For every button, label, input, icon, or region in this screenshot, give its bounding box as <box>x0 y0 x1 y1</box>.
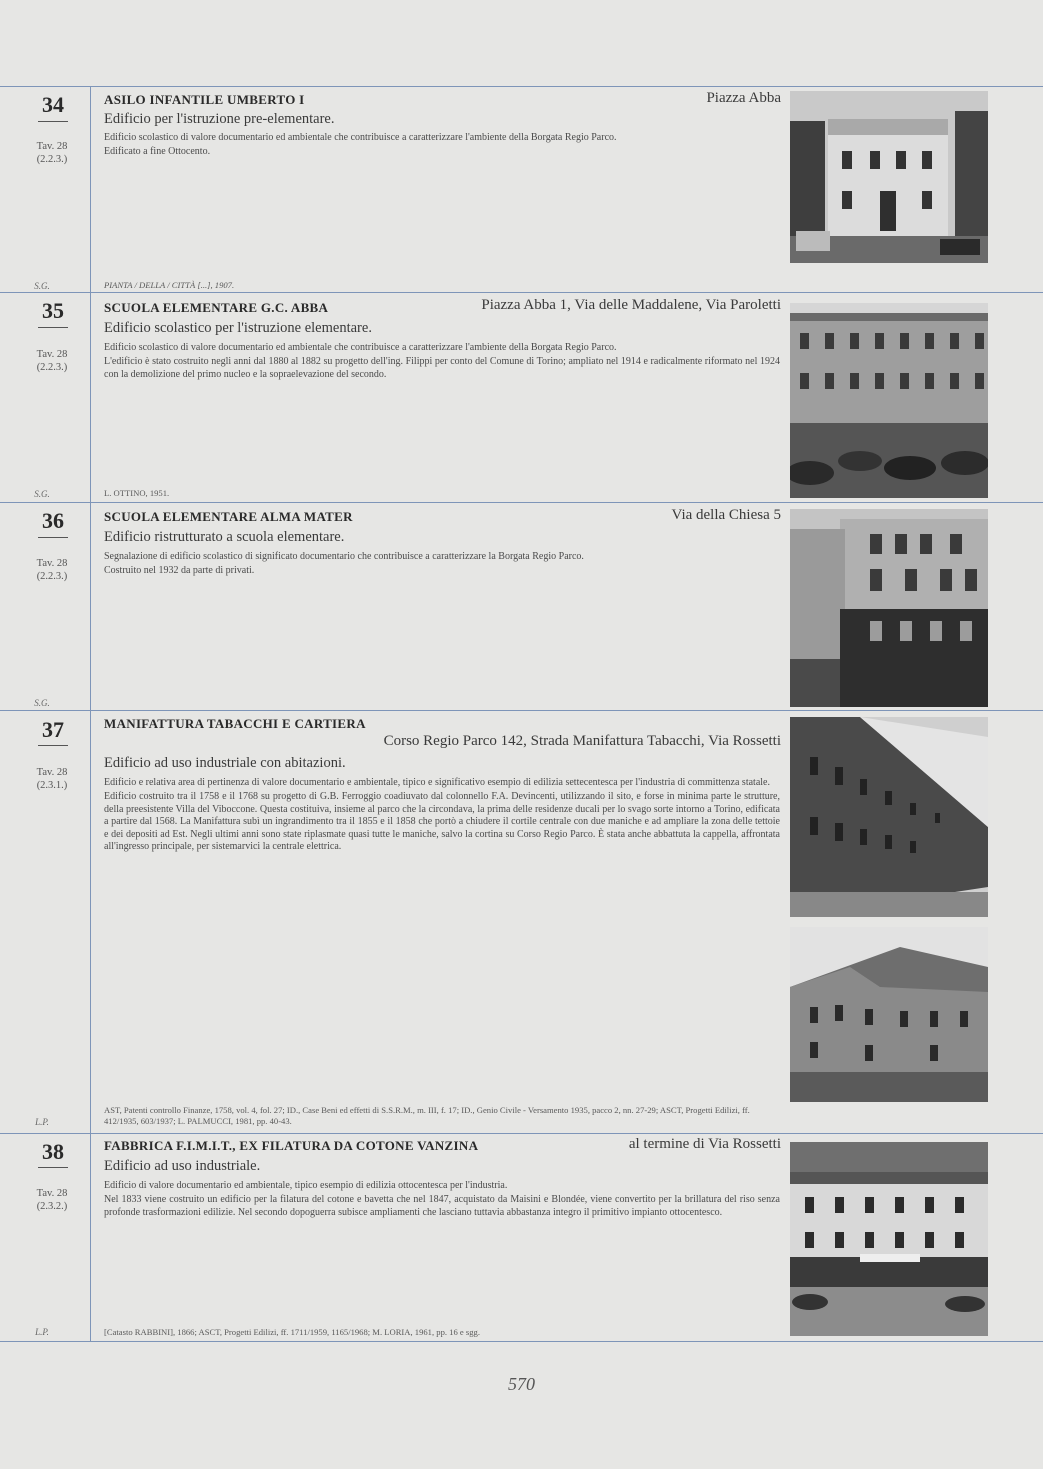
tav-ref <box>22 140 82 166</box>
separator <box>0 1341 1043 1342</box>
paragraph: Edificio costruito tra il 1758 e il 1768 su progetto di G.B. Ferroggio coadiuvato dal colonnello F.A. Devincenti, utilizzando il sito, e forse in minima parte le strutture, della preesistente Villa del Viboccone. Questa costituiva, insieme al parco che la circondava, la prima delle residenze ducali per lo svago sorte intorno a Torino, edificata a partire dal 1568. La Manifattura subì un ingrandimento tra il 1855 e il 1858 che portò a chiudere il cortile centrale con due maniche e ad ampliare la zona delle tettoie e dei depositi ad Est. Negli ultimi anni sono state riplasmate quasi tutte le maniche, salvo la cortina su Corso Regio Parco. È stata anche abbattuta la cappella, affrontata all'ingresso principale, per sistemarvici la centrale elettrica. <box>104 791 780 853</box>
paragraph: Segnalazione di edificio scolastico di significato documentario che contribuisce a caratterizzare la Borgata Regio Parco. <box>104 551 584 562</box>
entry-address: Piazza Abba <box>706 90 781 106</box>
entry-address: al termine di Via Rossetti <box>628 1136 781 1152</box>
entry-body <box>104 342 780 383</box>
number-rule <box>38 121 68 122</box>
tav-code: (2.2.3.) <box>36 154 68 165</box>
entry-number: 34 <box>42 92 64 117</box>
number-rule <box>38 745 68 746</box>
entry-address: Corso Regio Parco 142, Strada Manifattura Tabacchi, Via Rossetti <box>383 733 781 749</box>
photo-illustration <box>790 1142 988 1336</box>
tav-code: (2.2.3.) <box>36 362 68 373</box>
author-initials: L.P. <box>35 1327 49 1337</box>
photo-illustration <box>790 91 988 263</box>
entry-subtitle: Edificio ad uso industriale con abitazioni. <box>104 755 346 771</box>
column-rule <box>90 86 91 1341</box>
tav-ref <box>22 766 82 792</box>
building-photo-secondary <box>790 927 988 1102</box>
paragraph: Edificato a fine Ottocento. <box>104 146 211 158</box>
tav-code: (2.3.1.) <box>36 780 68 791</box>
entry-title: ASILO INFANTILE UMBERTO I <box>104 92 305 107</box>
separator <box>0 710 1043 711</box>
number-rule <box>38 327 68 328</box>
paragraph: Edificio scolastico di valore documentario ed ambientale che contribuisce a caratterizzare l'ambiente della Borgata Regio Parco. <box>104 342 617 353</box>
photo-illustration <box>790 717 988 917</box>
paragraph: Edificio e relativa area di pertinenza di valore documentario e ambientale, tipico e significativo esempio di edilizia settecentesca per l'industria di committenza statale. <box>104 777 770 788</box>
building-photo <box>790 717 988 917</box>
tav-code: (2.2.3.) <box>36 571 68 582</box>
photo-illustration <box>790 509 988 707</box>
entry-title: FABBRICA F.I.M.I.T., EX FILATURA DA COTONE VANZINA <box>104 1138 479 1153</box>
entry-subtitle: Edificio ad uso industriale. <box>104 1158 261 1174</box>
building-photo <box>790 303 988 498</box>
entry-subtitle: Edificio scolastico per l'istruzione elementare. <box>104 320 372 336</box>
paragraph: Edificio di valore documentario ed ambientale, tipico esempio di edilizia ottocentesca per l'industria. <box>104 1180 508 1191</box>
paragraph: Edificio scolastico di valore documentario ed ambientale che contribuisce a caratterizzare l'ambiente della Borgata Regio Parco. <box>104 132 617 143</box>
building-photo <box>790 1142 988 1336</box>
bibliography: AST, Patenti controllo Finanze, 1758, vol. 4, fol. 27; ID., Case Beni ed effetti di S.S.R.M., m. III, f. 17; ID., Genio Civile - Versamento 1935, pacco 2, nn. 27-29; ASCT, Progetti Edilizi, ff. 412/1935, 603/1937; L. PALMUCCI, 1981, pp. 40-43. <box>104 1105 750 1126</box>
paragraph: Costruito nel 1932 da parte di privati. <box>104 565 255 577</box>
entry-body <box>104 1180 780 1221</box>
number-rule <box>38 537 68 538</box>
bibliography: PIANTA / DELLA / CITTÀ [...], 1907. <box>104 280 235 290</box>
author-initials: L.P. <box>35 1117 49 1127</box>
tav-ref <box>22 348 82 374</box>
separator <box>0 502 1043 503</box>
entry-address: Piazza Abba 1, Via delle Maddalene, Via Paroletti <box>481 297 781 313</box>
separator <box>0 1133 1043 1134</box>
tav-code: (2.3.2.) <box>36 1201 68 1212</box>
bibliography: [Catasto RABBINI], 1866; ASCT, Progetti Edilizi, ff. 1711/1959, 1165/1968; M. LORIA, 1961, pp. 16 e sgg. <box>104 1327 480 1337</box>
photo-illustration <box>790 303 988 498</box>
entry-number: 37 <box>42 717 64 742</box>
entry-address: Via della Chiesa 5 <box>671 507 781 523</box>
tav-ref <box>22 557 82 583</box>
entry-body <box>104 132 780 161</box>
tav-label: Tav. 28 <box>36 349 68 360</box>
building-photo <box>790 509 988 707</box>
paragraph: L'edificio è stato costruito negli anni dal 1880 al 1882 su progetto dell'ing. Filippi per conto del Comune di Torino; ampliato nel 1914 e radicalmente riformato nel 1924 con la demolizione del primo nucleo e la sopraelevazione del secondo. <box>104 356 780 380</box>
author-initials: S.G. <box>34 281 50 291</box>
photo-illustration <box>790 927 988 1102</box>
separator <box>0 86 1043 87</box>
tav-label: Tav. 28 <box>36 1188 68 1199</box>
entry-title: MANIFATTURA TABACCHI E CARTIERA <box>104 716 366 731</box>
entry-body <box>104 777 780 855</box>
entry-subtitle: Edificio per l'istruzione pre-elementare. <box>104 111 335 127</box>
tav-label: Tav. 28 <box>36 558 68 569</box>
entry-number: 38 <box>42 1139 64 1164</box>
building-photo <box>790 91 988 263</box>
entry-title: SCUOLA ELEMENTARE ALMA MATER <box>104 509 353 524</box>
entry-body <box>104 551 780 580</box>
entry-number: 35 <box>42 298 64 323</box>
paragraph: Nel 1833 viene costruito un edificio per la filatura del cotone e bavetta che nel 1847, acquistato da Maisini e Blondée, viene convertito per la brillatura del riso senza profonde trasformazioni edilizie. Nel secondo dopoguerra subisce ampliamenti che lasciano tuttavia abbastanza integro il primitivo impianto ottocentesco. <box>104 1194 780 1218</box>
bibliography: L. OTTINO, 1951. <box>104 488 170 498</box>
tav-ref <box>22 1187 82 1213</box>
author-initials: S.G. <box>34 489 50 499</box>
entry-number: 36 <box>42 508 64 533</box>
page-number: 570 <box>508 1374 535 1394</box>
tav-label: Tav. 28 <box>36 767 68 778</box>
separator <box>0 292 1043 293</box>
number-rule <box>38 1167 68 1168</box>
entry-subtitle: Edificio ristrutturato a scuola elementare. <box>104 529 345 545</box>
author-initials: S.G. <box>34 698 50 708</box>
entry-title: SCUOLA ELEMENTARE G.C. ABBA <box>104 300 329 315</box>
tav-label: Tav. 28 <box>36 141 68 152</box>
